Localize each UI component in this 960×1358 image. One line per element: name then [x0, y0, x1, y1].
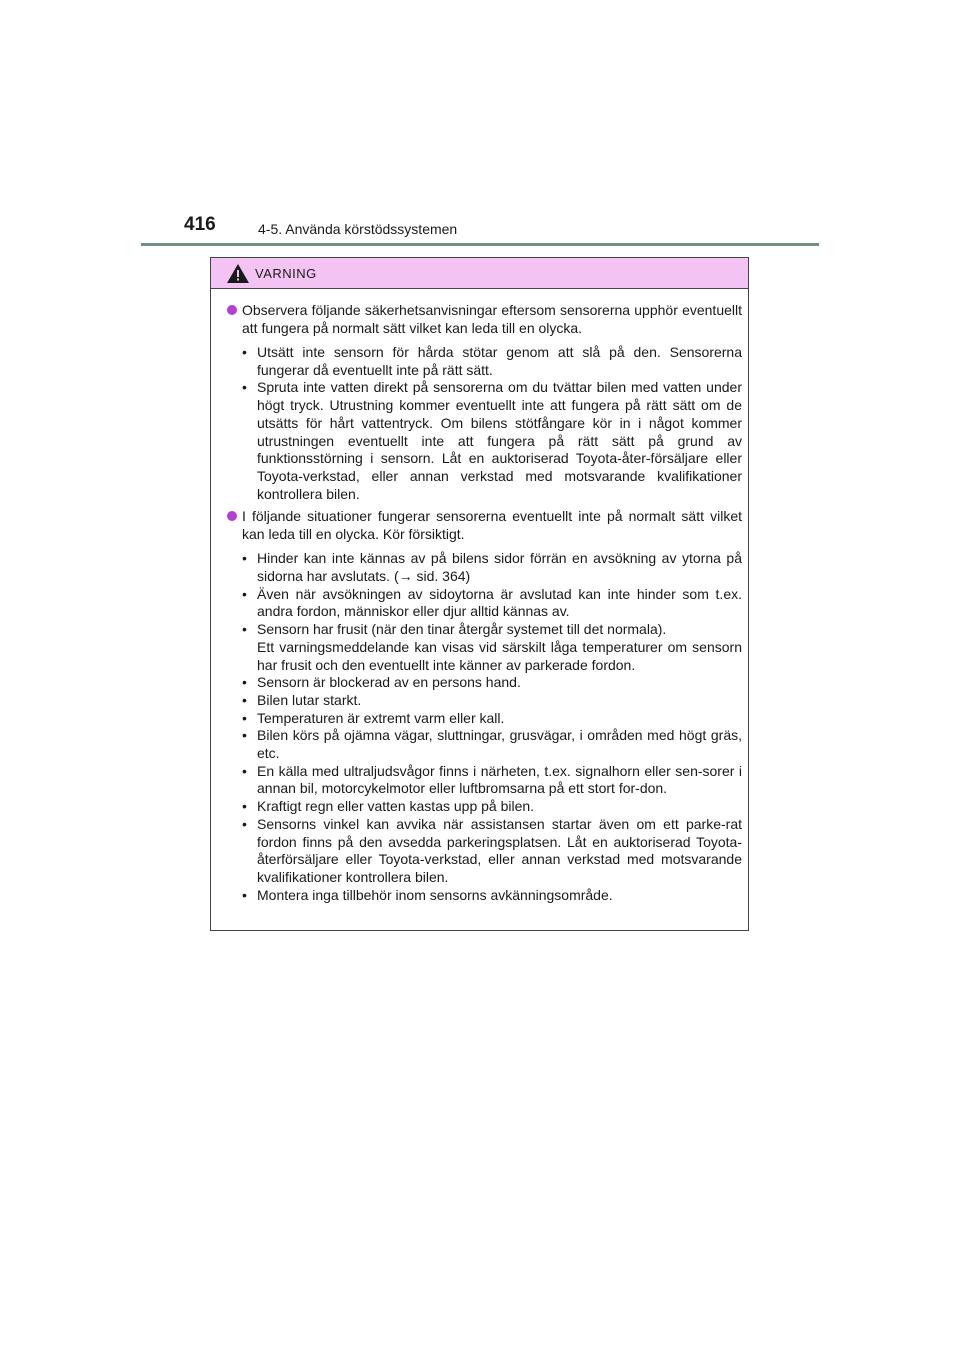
- list-item: • En källa med ultraljudsvågor finns i närheten, t.ex. signalhorn eller sen-sorer i annan bil, motorcykelmotor eller luftbromsarna på ett stort for-don.: [242, 762, 742, 797]
- point-text: I följande situationer fungerar sensorerna eventuellt inte på normalt sätt vilket kan leda till en olycka. Kör försiktigt.: [242, 508, 742, 543]
- list-item: • Montera inga tillbehör inom sensorns avkänningsområde.: [242, 886, 613, 903]
- bullet-icon: [227, 305, 237, 315]
- list-item: • Kraftigt regn eller vatten kastas upp på bilen.: [242, 798, 535, 815]
- warning-header: [211, 258, 748, 289]
- list-item: • Temperaturen är extremt varm eller kall.: [242, 709, 505, 726]
- list-item: • Utsätt inte sensorn för hårda stötar genom att slå på den. Sensorerna fungerar då eventuellt inte på rätt sätt.: [242, 344, 742, 378]
- list-item: • Sensorns vinkel kan avvika när assistansen startar även om ett parke-rat fordon finns på den avsedda parkeringsplatsen. Låt en auktoriserad Toyota-återförsäljare eller Toyota-verkstad, eller annan verkstad med motsvarande kvalifikationer kontrollera bilen.: [242, 815, 742, 885]
- list-item: • Sensorn är blockerad av en persons hand.: [242, 674, 521, 691]
- header-rule: [141, 243, 819, 246]
- warning-point: [227, 301, 742, 337]
- bullet-icon: [227, 511, 237, 521]
- list-item: • Sensorn har frusit (när den tinar återgår systemet till det normala). Ett varningsmeddelande kan visas vid särskilt låga temperaturer om sensorn har frusit och den eventuellt inte känner av parkerade fordon.: [242, 621, 742, 673]
- list-item: • Även när avsökningen av sidoytorna är avslutad kan inte hinder som t.ex. andra fordon, människor eller djur alltid kännas av.: [242, 585, 742, 620]
- warning-triangle-icon: [227, 264, 249, 283]
- list-item: • Spruta inte vatten direkt på sensorerna om du tvättar bilen med vatten under högt tryck. Utrustning kommer eventuellt inte att fungera på rätt sätt om de utsätts för hårt vattentryck. Om bilens stötfångare kör in i något kommer utrustningen eventuellt inte att fungera på rätt sätt på grund av funktionsstörning i sensorn. Låt en auktoriserad Toyota-åter-försäljare eller Toyota-verkstad, eller annan verkstad med motsvarande kvalifikationer kontrollera bilen.: [242, 379, 742, 502]
- warning-point: [227, 507, 742, 543]
- section-title: 4-5. Använda körstödssystemen: [258, 221, 458, 237]
- list-item: • Hinder kan inte kännas av på bilens sidor förrän en avsökning av ytorna på sidorna har avslutats. (→ sid. 364): [242, 550, 742, 585]
- sub-list: [227, 550, 742, 904]
- page-number: 416: [184, 214, 216, 235]
- point-text: Observera följande säkerhetsanvisningar eftersom sensorerna upphör eventuellt att fungera på normalt sätt vilket kan leda till en olycka.: [242, 302, 742, 336]
- warning-label: VARNING: [255, 266, 317, 281]
- warning-box: [210, 257, 749, 931]
- list-item-continuation: Ett varningsmeddelande kan visas vid särskilt låga temperaturer om sensorn har frusit och den eventuellt inte känner av parkerade fordon.: [257, 638, 742, 673]
- list-item: • Bilen körs på ojämna vägar, sluttningar, grusvägar, i områden med högt gräs, etc.: [242, 727, 742, 762]
- warning-body: [211, 289, 748, 904]
- list-item: • Bilen lutar starkt.: [242, 691, 362, 708]
- sub-list: [227, 344, 742, 503]
